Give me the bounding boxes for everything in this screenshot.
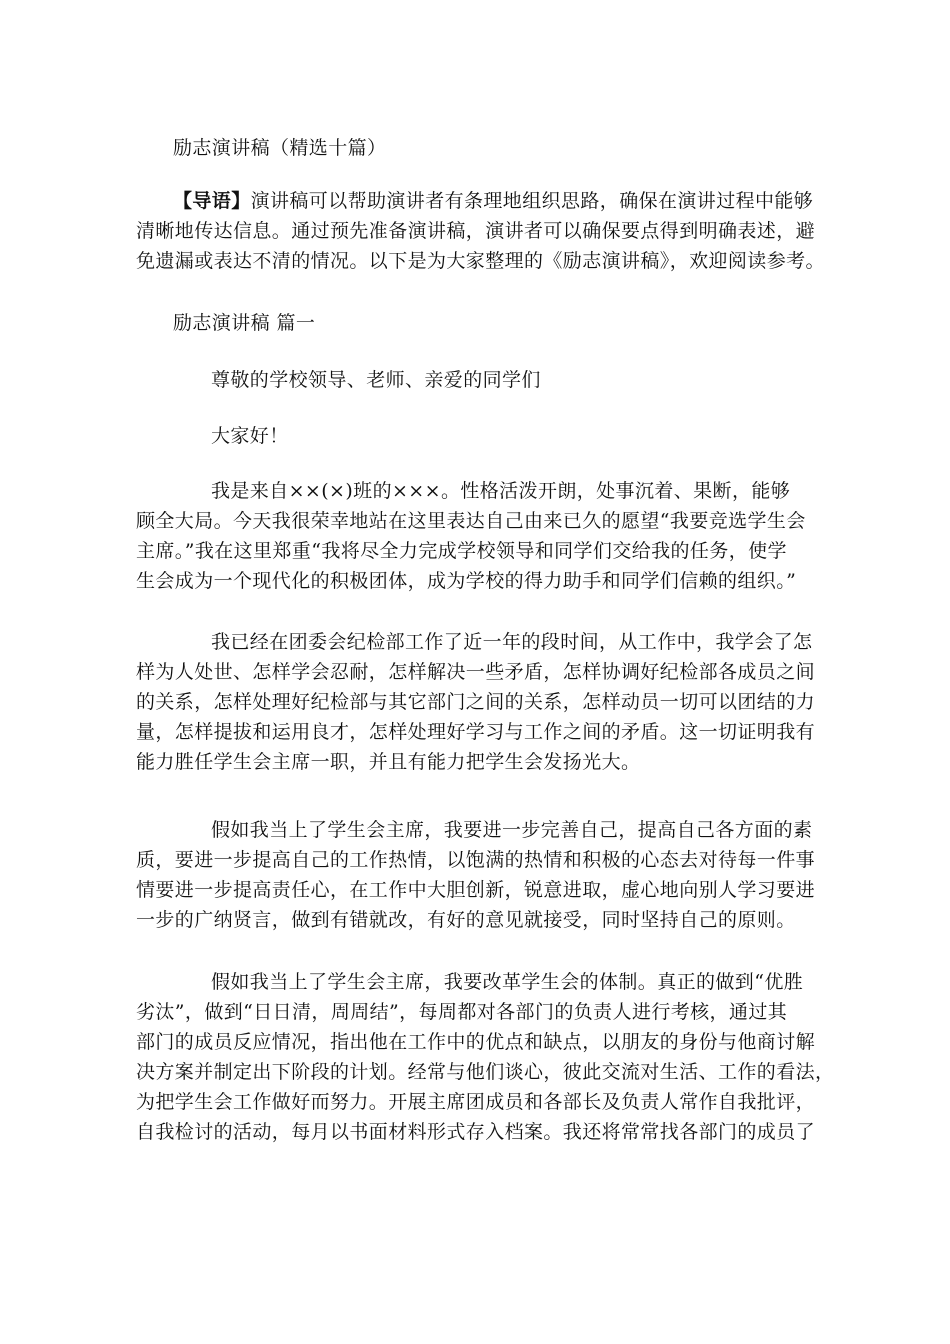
paragraph-line: 主席。”我在这里郑重“我将尽全力完成学校领导和同学们交给我的任务，使学 — [136, 540, 787, 562]
paragraph-line: 样为人处世、怎样学会忍耐，怎样解决一些矛盾，怎样协调好纪检部各成员之间 — [136, 661, 816, 683]
intro-label: 【导语】 — [173, 190, 251, 212]
intro-line — [136, 186, 822, 216]
intro-text: 演讲稿可以帮助演讲者有条理地组织思路，确保在演讲过程中能够 — [250, 190, 814, 212]
paragraph-line: 质，要进一步提高自己的工作热情，以饱满的热情和积极的心态去对待每一件事 — [136, 849, 816, 871]
salutation-line: 尊敬的学校领导、老师、亲爱的同学们 — [211, 369, 541, 391]
section-heading — [136, 308, 822, 338]
paragraph-line: 部门的成员反应情况，指出他在工作中的优点和缺点，以朋友的身份与他商讨解 — [136, 1031, 816, 1053]
body-paragraph-4 — [136, 967, 835, 1147]
paragraph-line: 能力胜任学生会主席一职，并且有能力把学生会发扬光大。 — [136, 751, 641, 773]
paragraph-line: 一步的广纳贤言，做到有错就改，有好的意见就接受，同时坚持自己的原则。 — [136, 909, 796, 931]
paragraph-line: 假如我当上了学生会主席，我要进一步完善自己，提高自己各方面的素 — [211, 819, 813, 841]
paragraph-line: 我已经在团委会纪检部工作了近一年的段时间，从工作中，我学会了怎 — [211, 631, 813, 653]
intro-line: 免遗漏或表达不清的情况。以下是为大家整理的《励志演讲稿》，欢迎阅读参考。 — [136, 250, 825, 272]
paragraph-line: 生会成为一个现代化的积极团体，成为学校的得力助手和同学们信赖的组织。” — [136, 570, 797, 592]
paragraph-line: 自我检讨的活动，每月以书面材料形式存入档案。我还将常常找各部门的成员了 — [136, 1121, 816, 1143]
intro-paragraph — [136, 186, 825, 276]
paragraph-line: 的关系，怎样处理好纪检部与其它部门之间的关系，怎样动员一切可以团结的力 — [136, 691, 816, 713]
paragraph-line: 量，怎样提拔和运用良才，怎样处理好学习与工作之间的矛盾。这一切证明我有 — [136, 721, 816, 743]
section-heading-line: 励志演讲稿 篇一 — [173, 312, 316, 334]
body-paragraph-2 — [136, 627, 822, 777]
title-line: 励志演讲稿（精选十篇） — [173, 137, 387, 159]
document-title — [136, 133, 822, 163]
paragraph-line: 情要进一步提高责任心，在工作中大胆创新，锐意进取，虚心地向别人学习要进 — [136, 879, 816, 901]
paragraph-line: 决方案并制定出下阶段的计划。经常与他们谈心，彼此交流对生活、工作的看法， — [136, 1061, 835, 1083]
intro-line: 清晰地传达信息。通过预先准备演讲稿，演讲者可以确保要点得到明确表述，避 — [136, 220, 816, 242]
salutation — [136, 365, 822, 395]
paragraph-line: 假如我当上了学生会主席，我要改革学生会的体制。真正的做到“优胜 — [211, 971, 804, 993]
greeting — [136, 421, 822, 451]
greeting-line: 大家好！ — [211, 425, 289, 447]
paragraph-line: 我是来自××(×)班的×××。性格活泼开朗，处事沉着、果断，能够 — [211, 480, 791, 502]
paragraph-line: 顾全大局。今天我很荣幸地站在这里表达自己由来已久的愿望“我要竞选学生会 — [136, 510, 806, 532]
paragraph-line: 劣汰”，做到“日日清，周周结”，每周都对各部门的负责人进行考核，通过其 — [136, 1001, 788, 1023]
paragraph-line: 为把学生会工作做好而努力。开展主席团成员和各部长及负责人常作自我批评， — [136, 1091, 816, 1113]
body-paragraph-3 — [136, 815, 822, 935]
body-paragraph-1 — [136, 476, 822, 596]
